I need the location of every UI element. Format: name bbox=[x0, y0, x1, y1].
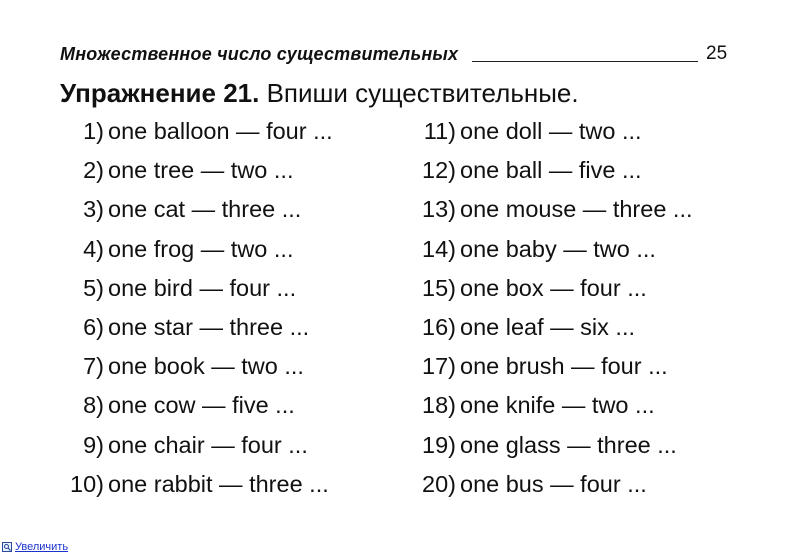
exercise-item bbox=[408, 155, 693, 194]
item-text: one baby — two ... bbox=[460, 235, 656, 262]
exercise-item bbox=[408, 351, 693, 390]
exercise-item bbox=[408, 430, 693, 469]
running-head bbox=[60, 44, 740, 68]
item-number: 10) bbox=[70, 470, 104, 497]
item-number: 6) bbox=[83, 313, 104, 340]
item-number: 8) bbox=[83, 392, 104, 419]
exercise-label: Упражнение 21. bbox=[60, 78, 260, 108]
exercise-instruction: Впиши существительные. bbox=[266, 78, 579, 108]
item-number: 5) bbox=[83, 274, 104, 301]
exercise-item bbox=[408, 234, 693, 273]
item-text: one knife — two ... bbox=[460, 392, 655, 419]
exercise-item bbox=[408, 312, 693, 351]
item-number: 20) bbox=[422, 470, 456, 497]
item-text: one mouse — three ... bbox=[460, 196, 693, 223]
item-text: one box — four ... bbox=[460, 274, 647, 301]
item-text: one glass — three ... bbox=[460, 431, 677, 458]
item-number: 19) bbox=[422, 431, 456, 458]
item-number: 11) bbox=[423, 118, 456, 144]
magnifier-icon bbox=[2, 542, 12, 552]
item-number: 15) bbox=[422, 274, 456, 301]
item-number: 4) bbox=[83, 235, 104, 262]
item-number: 17) bbox=[422, 353, 456, 380]
item-number: 12) bbox=[422, 157, 456, 184]
item-number: 16) bbox=[422, 313, 456, 340]
exercise-item bbox=[58, 351, 333, 390]
item-text: one tree — two ... bbox=[108, 157, 294, 184]
item-text: one chair — four ... bbox=[108, 431, 308, 458]
item-number: 7) bbox=[83, 353, 104, 380]
item-text: one bird — four ... bbox=[108, 274, 297, 301]
item-text: one leaf — six ... bbox=[460, 313, 636, 340]
running-title: Множественное число существительных bbox=[60, 44, 459, 64]
item-text: one star — three ... bbox=[108, 313, 310, 340]
exercise-item bbox=[408, 469, 693, 508]
exercise-item bbox=[58, 273, 333, 312]
item-text: one ball — five ... bbox=[460, 157, 642, 184]
exercise-item bbox=[58, 234, 333, 273]
exercise-item bbox=[58, 155, 333, 194]
item-text: one cow — five ... bbox=[108, 392, 295, 419]
exercise-item bbox=[408, 194, 693, 233]
item-number: 14) bbox=[422, 235, 456, 262]
exercise-list-right bbox=[408, 116, 693, 508]
item-text: one frog — two ... bbox=[108, 235, 294, 262]
item-text: one doll — two ... bbox=[460, 118, 642, 144]
item-text: one rabbit — three ... bbox=[108, 470, 329, 497]
item-text: one cat — three ... bbox=[108, 196, 302, 223]
item-text: one brush — four ... bbox=[460, 353, 668, 380]
exercise-item bbox=[58, 116, 333, 155]
item-number: 9) bbox=[83, 431, 104, 458]
item-number: 13) bbox=[422, 196, 456, 223]
zoom-link[interactable] bbox=[2, 541, 68, 553]
exercise-item bbox=[408, 116, 693, 155]
item-number: 2) bbox=[83, 157, 104, 184]
exercise-item bbox=[58, 430, 333, 469]
exercise-item bbox=[408, 390, 693, 429]
exercise-item bbox=[58, 469, 333, 508]
item-text: one balloon — four ... bbox=[108, 118, 333, 144]
zoom-link-label[interactable]: Увеличить bbox=[15, 541, 69, 553]
page-number: 25 bbox=[706, 43, 728, 64]
exercise-item bbox=[408, 273, 693, 312]
item-text: one bus — four ... bbox=[460, 470, 647, 497]
exercise-item bbox=[58, 312, 333, 351]
header-rule bbox=[472, 61, 698, 62]
exercise-item bbox=[58, 390, 333, 429]
exercise-heading bbox=[60, 78, 579, 109]
exercise-list-left bbox=[58, 116, 333, 508]
item-number: 1) bbox=[83, 118, 104, 144]
item-text: one book — two ... bbox=[108, 353, 304, 380]
item-number: 18) bbox=[422, 392, 456, 419]
item-number: 3) bbox=[83, 196, 104, 223]
exercise-item bbox=[58, 194, 333, 233]
